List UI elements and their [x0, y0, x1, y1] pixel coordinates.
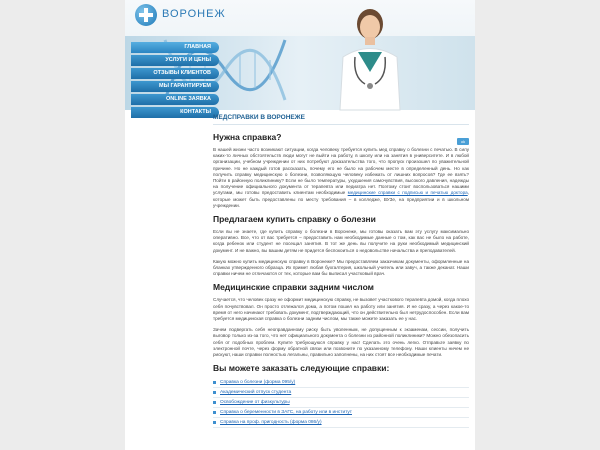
- bullet-icon: [213, 391, 216, 394]
- site-header: [125, 0, 475, 115]
- bullet-icon: [213, 381, 216, 384]
- section-paragraph: Если вы не знаете, где купить справку о болезни в Воронеже, мы готовы оказать вам эту услугу максимально оперативно. Все, что от вас требуется – предоставить нам необходимые данные о том, как вас не было на работе, когда ребенок или студент не посещал занятия. В тот же день вы получите на руки необходимый медицинский документ. И не важно, вы вашим детям не придется беспокоиться о недовольстве начальства и преподавателей.: [213, 229, 469, 253]
- nav-item-guarantees[interactable]: МЫ ГАРАНТИРУЕМ: [131, 81, 219, 92]
- bullet-icon: [213, 401, 216, 404]
- ok-badge[interactable]: ok: [457, 138, 469, 145]
- list-item: [213, 398, 469, 408]
- section-paragraph: Зачем подвергать себя неоправданному риску быть уволенным, не допущенным к экзаменам, сессии, получить выговор только из-за того, что нет официального документа о болезни из районной поликлиники? Можно обезопасить себя от подобных проблем. Купите требующуюся справку у нас! Сделать это очень легко. Отправьте заявку по электронной почте, через форму обратной связи или позвоните по указанному телефону. Наши клиенты ничем не рискуют, наши справки полностью легальны, правильно заполнены, на них стоят все необходимые печати.: [213, 327, 469, 358]
- service-link[interactable]: Справка на проф. пригодность (форма 086/у): [220, 420, 322, 426]
- list-item: [213, 378, 469, 388]
- nav-item-reviews[interactable]: ОТЗЫВЫ КЛИЕНТОВ: [131, 68, 219, 79]
- paragraph-text: , которые может быть предоставлены по месту требования – в колледже, ВУЗе, на предприятии и в школьном учреждении.: [213, 190, 469, 208]
- nav-item-contacts[interactable]: КОНТАКТЫ: [131, 107, 219, 118]
- section-title-need-certificate: Нужна справка?: [213, 132, 282, 142]
- section-title-order-list: Вы можете заказать следующие справки:: [213, 363, 390, 374]
- bullet-icon: [213, 421, 216, 424]
- doctor-photo: [325, 2, 415, 110]
- section-title-buy-certificate: Предлагаем купить справку о болезни: [213, 214, 376, 225]
- inline-link-certificates[interactable]: медицинские справки с подписью и печатью доктора: [347, 190, 468, 196]
- section-paragraph: Какую можно купить медицинскую справку в Воронеже? Мы предоставляем заказчикам документы, оформленные на бланках утвержденного образца. Их примет любая бухгалтерия, школьный учитель или завуч, а также деканат. Наши справки ничем не отличаются от тех, которые вам бы выписал участковый врач.: [213, 258, 469, 277]
- nav-item-services-prices[interactable]: УСЛУГИ И ЦЕНЫ: [131, 55, 219, 66]
- services-list: [213, 378, 469, 428]
- service-link[interactable]: Освобождение от физкультуры: [220, 400, 290, 406]
- section-paragraph: [213, 147, 469, 209]
- section-title-backdated: Медицинские справки задним числом: [213, 282, 374, 293]
- nav-item-home[interactable]: ГЛАВНАЯ: [131, 42, 219, 53]
- service-link[interactable]: Справка о болезни (форма 095/у): [220, 380, 296, 386]
- list-item: [213, 408, 469, 418]
- page-title: МЕДСПРАВКИ В ВОРОНЕЖЕ: [213, 114, 469, 125]
- list-item: [213, 388, 469, 398]
- service-link[interactable]: Справка о беременности в ЗАГС, на работу или в институт: [220, 410, 352, 416]
- main-navigation: [131, 42, 219, 120]
- site-title[interactable]: ВОРОНЕЖ: [162, 8, 226, 20]
- medical-cross-logo-icon[interactable]: [135, 4, 157, 26]
- main-content: [213, 114, 469, 428]
- service-link[interactable]: Академический отпуск студента: [220, 390, 292, 396]
- list-item: [213, 418, 469, 428]
- paragraph-text: В нашей жизни часто возникают ситуации, когда человеку требуется купить мед справку о болезни с печатью. В силу каких-то личных обстоятельств люди могут не выйти на работу, в школу или на занятия в университете. И в любой организации, учебном учреждении от них потребуют доказательства того, что пропуск произошел по уважительной причине. Но не каждый готов рассказать, почему его не было на рабочем месте в определенный день. Но как получить справку медицинскую о болезни, позволяющую человеку избежать от лишних вопросов? Где ее взять? Пойти в районную поликлинику? Если не было температуры, ухудшения самочувствия, высокого давления, надежды на получение официального документа от терапевта или педиатра нет. Поэтому стоит воспользоваться нашими услугами, мы готовы предоставить клиентам необходимые: [213, 147, 469, 196]
- bullet-icon: [213, 411, 216, 414]
- page-wrapper: [125, 0, 475, 450]
- section-paragraph: Случается, что человек сразу не оформит медицинскую справку, не вызовет участкового терапевта домой, когда плохо себя почувствовал. Он просто отлежался дома, а потом пошел на работу или занятия. И не сразу, а через какое-то время от него начинают требовать документ, подтверждающий, что он действительно был нетрудоспособен. Если вам требуется медицинская справка о болезни задним числом, мы также можете заказать ее у нас.: [213, 297, 469, 322]
- nav-item-online-order[interactable]: ONLINE ЗАЯВКА: [131, 94, 219, 105]
